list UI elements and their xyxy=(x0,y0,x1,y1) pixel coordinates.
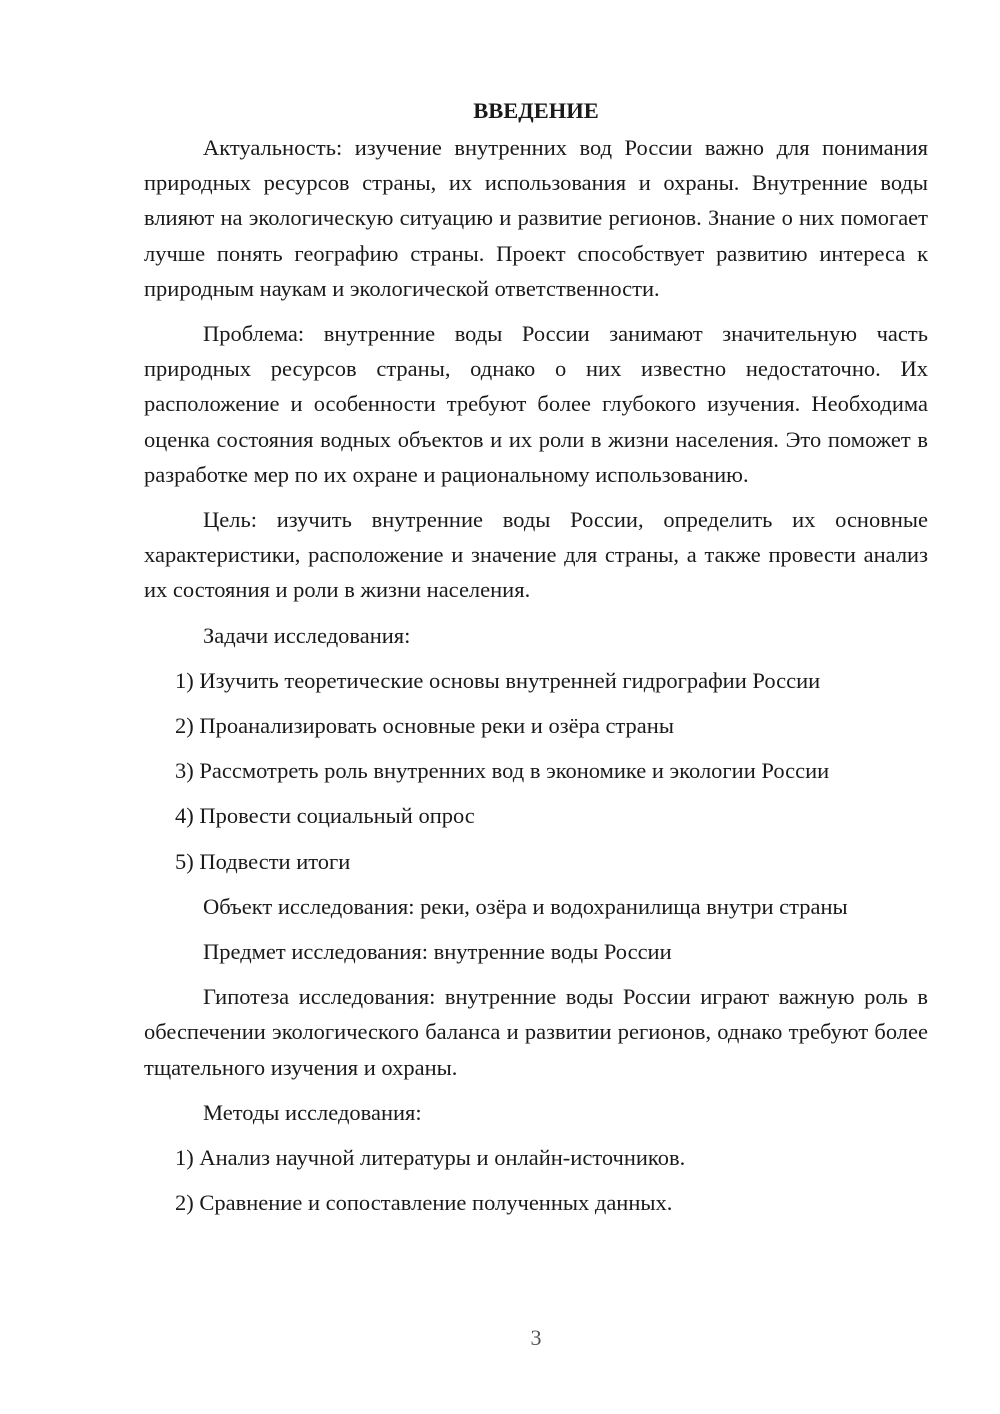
method-item: 1) Анализ научной литературы и онлайн-источников. xyxy=(175,1145,686,1171)
page-number: 3 xyxy=(530,1325,542,1350)
document-page xyxy=(144,92,928,1230)
task-item: 2) Проанализировать основные реки и озёра страны xyxy=(175,713,674,739)
section-title: ВВЕДЕНИЕ xyxy=(473,98,599,123)
methods-list xyxy=(144,1140,928,1220)
tasks-heading: Задачи исследования: xyxy=(203,622,411,648)
problem-paragraph: Проблема: внутренние воды России занимают значительную часть природных ресурсов страны, однако о них известно недостаточно. Их расположение и особенности требуют более глубокого изучения. Необходима оценка состояния водных объектов и их роли в жизни населения. Это поможет в разработке мер по их охране и рациональному использованию. xyxy=(144,321,928,487)
relevance-paragraph: Актуальность: изучение внутренних вод России важно для понимания природных ресурсов страны, их использования и охраны. Внутренние воды влияют на экологическую ситуацию и развитие регионов. Знание о них помогает лучше понять географию страны. Проект способствует развитию интереса к природным наукам и экологической ответственности. xyxy=(144,135,928,301)
hypothesis-paragraph: Гипотеза исследования: внутренние воды России играют важную роль в обеспечении экологического баланса и развитии регионов, однако требуют более тщательного изучения и охраны. xyxy=(144,984,928,1080)
task-item: 4) Провести социальный опрос xyxy=(175,803,475,829)
task-item: 3) Рассмотреть роль внутренних вод в экономике и экологии России xyxy=(175,758,830,784)
task-item: 1) Изучить теоретические основы внутренней гидрографии России xyxy=(175,667,821,693)
methods-heading: Методы исследования: xyxy=(203,1099,422,1125)
method-item: 2) Сравнение и сопоставление полученных данных. xyxy=(175,1190,673,1216)
research-object: Объект исследования: реки, озёра и водохранилища внутри страны xyxy=(203,893,848,919)
research-subject: Предмет исследования: внутренние воды России xyxy=(203,939,672,965)
goal-paragraph: Цель: изучить внутренние воды России, определить их основные характеристики, расположение и значение для страны, а также провести анализ их состояния и роли в жизни населения. xyxy=(144,507,928,603)
tasks-list xyxy=(144,663,928,879)
task-item: 5) Подвести итоги xyxy=(175,848,351,874)
